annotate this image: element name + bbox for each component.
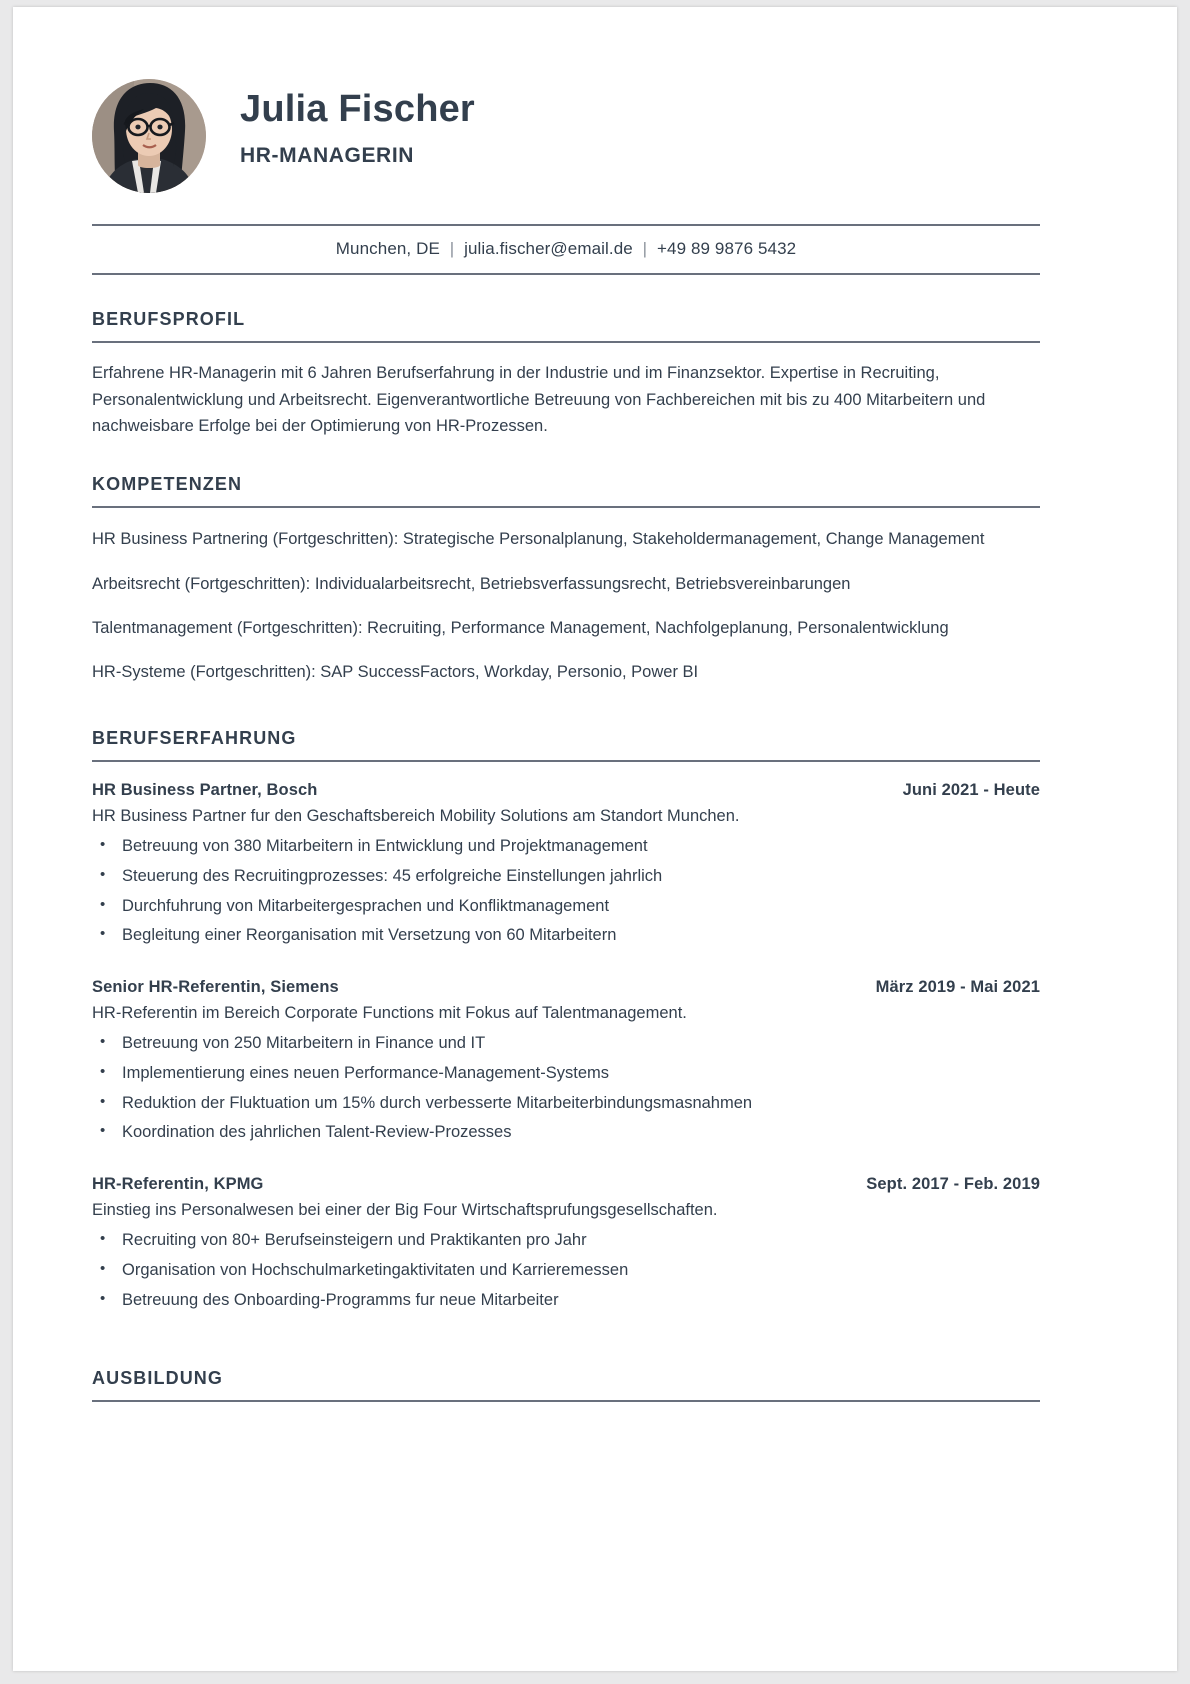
contact-phone[interactable]: +49 89 9876 5432 (657, 239, 797, 258)
experience-entry (92, 978, 1040, 1146)
avatar (92, 79, 206, 193)
section-experience (92, 728, 1040, 1313)
job-role-subtitle: HR-MANAGERIN (240, 143, 415, 167)
resume-header (92, 79, 1040, 193)
experience-description: Einstieg ins Personalwesen bei einer der Big Four Wirtschaftsprufungsgesellschaften. (92, 1200, 718, 1219)
experience-date: März 2019 - Mai 2021 (875, 977, 1040, 996)
experience-bullets (92, 834, 1040, 948)
experience-bullets (92, 1228, 1040, 1313)
section-title-education: AUSBILDUNG (92, 1368, 223, 1389)
list-item: • Betreuung von 380 Mitarbeitern in Entwicklung und Projektmanagement (92, 834, 1040, 860)
experience-entry-header (92, 978, 1040, 997)
contact-line (92, 239, 1040, 259)
experience-entry-header (92, 781, 1040, 800)
list-item: • Betreuung des Onboarding-Programms fur neue Mitarbeiter (92, 1288, 1040, 1314)
section-title-skills: KOMPETENZEN (92, 474, 243, 495)
resume-content (92, 79, 1040, 1402)
section-divider-skills (92, 506, 1040, 508)
list-item: • Begleitung einer Reorganisation mit Versetzung von 60 Mitarbeitern (92, 923, 1040, 949)
experience-title: HR Business Partner, Bosch (92, 780, 318, 799)
list-item: • Reduktion der Fluktuation um 15% durch verbesserte Mitarbeiterbindungsmasnahmen (92, 1091, 1040, 1117)
experience-entry (92, 781, 1040, 949)
section-divider-profile (92, 341, 1040, 343)
contact-email[interactable]: julia.fischer@email.de (464, 239, 633, 258)
experience-entry-header (92, 1175, 1040, 1194)
experience-bullets (92, 1031, 1040, 1145)
profile-text: Erfahrene HR-Managerin mit 6 Jahren Berufserfahrung in der Industrie und im Finanzsektor. Expertise in Recruiting, Personalentwicklung und Arbeitsrecht. Eigenverantwortliche Betreuung von Fachbereichen mit bis zu 400 Mitarbeitern und nachweisbare Erfolge bei der Optimierung von HR-Prozessen. (92, 364, 986, 436)
skill-item: Talentmanagement (Fortgeschritten): Recruiting, Performance Management, Nachfolgeplanung, Personalentwicklung (92, 618, 949, 637)
experience-title: HR-Referentin, KPMG (92, 1174, 264, 1193)
contact-separator-1: | (449, 239, 455, 258)
list-item: • Durchfuhrung von Mitarbeitergesprachen und Konfliktmanagement (92, 894, 1040, 920)
skill-item: HR Business Partnering (Fortgeschritten): Strategische Personalplanung, Stakeholdermanagement, Change Management (92, 530, 985, 549)
skill-item: Arbeitsrecht (Fortgeschritten): Individualarbeitsrecht, Betriebsverfassungsrecht, Betriebsvereinbarungen (92, 574, 851, 593)
header-text-block (206, 79, 475, 168)
list-item: • Steuerung des Recruitingprozesses: 45 erfolgreiche Einstellungen jahrlich (92, 864, 1040, 890)
list-item: • Koordination des jahrlichen Talent-Review-Prozesses (92, 1120, 1040, 1146)
experience-date: Juni 2021 - Heute (902, 780, 1040, 799)
experience-date: Sept. 2017 - Feb. 2019 (866, 1174, 1040, 1193)
experience-title: Senior HR-Referentin, Siemens (92, 977, 339, 996)
portrait-photo-icon (92, 79, 206, 193)
list-item: • Organisation von Hochschulmarketingaktivitaten und Karrieremessen (92, 1258, 1040, 1284)
section-divider-experience (92, 760, 1040, 762)
section-profile (92, 309, 1040, 440)
skill-item: HR-Systeme (Fortgeschritten): SAP SuccessFactors, Workday, Personio, Power BI (92, 663, 699, 682)
section-education (92, 1368, 1040, 1402)
list-item: • Implementierung eines neuen Performance-Management-Systems (92, 1061, 1040, 1087)
contact-location: Munchen, DE (335, 239, 440, 258)
contact-bar (92, 224, 1040, 275)
section-divider-education (92, 1400, 1040, 1402)
experience-description: HR Business Partner fur den Geschaftsbereich Mobility Solutions am Standort Munchen. (92, 806, 740, 825)
experience-description: HR-Referentin im Bereich Corporate Functions mit Fokus auf Talentmanagement. (92, 1003, 687, 1022)
page-title: Julia Fischer (240, 88, 475, 130)
resume-page (13, 7, 1177, 1671)
list-item: • Recruiting von 80+ Berufseinsteigern und Praktikanten pro Jahr (92, 1228, 1040, 1254)
section-skills (92, 474, 1040, 686)
section-title-experience: BERUFSERFAHRUNG (92, 727, 297, 748)
list-item: • Betreuung von 250 Mitarbeitern in Finance und IT (92, 1031, 1040, 1057)
section-title-profile: BERUFSPROFIL (92, 309, 246, 329)
skills-list (92, 526, 1040, 686)
contact-separator-2: | (642, 239, 648, 258)
experience-entry (92, 1175, 1040, 1313)
